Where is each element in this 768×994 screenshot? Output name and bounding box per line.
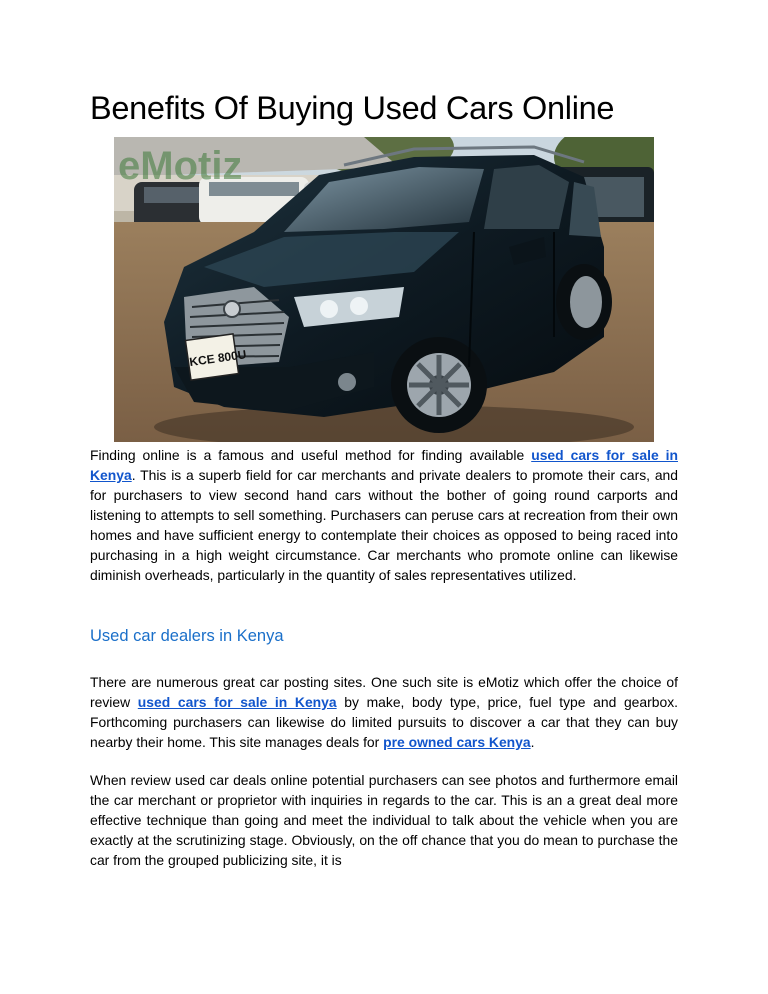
intro-paragraph (90, 445, 678, 585)
dealers-paragraph (90, 672, 678, 752)
license-plate: KCE 800U (188, 347, 248, 370)
paragraph-text: . This is a superb field for car merchants and private dealers to promote their cars, and for purchasers to view second hand cars without the bother of going round carports and listening to attempts to sell something. Purchasers can peruse cars at recreation from their own homes and have sufficient energy to contemplate their choices as opposed to being raced into purchasing in a high weight circumstance. Car merchants who promote online can likewise diminish overheads, particularly in the quantity of sales representatives utilized. (90, 467, 678, 583)
rear-wheel (556, 264, 612, 340)
paragraph-text: There are numerous great car posting sites. One such site is eMotiz which offer the choice of review (90, 674, 678, 710)
paragraph-text: Finding online is a famous and useful method for finding available (90, 447, 532, 463)
section-heading: Used car dealers in Kenya (90, 627, 284, 645)
car-photo (114, 137, 654, 442)
car-photo-illustration (114, 137, 654, 442)
used-cars-for-sale-link[interactable]: used cars for sale in Kenya (137, 694, 337, 710)
paragraph-text: . (530, 734, 535, 750)
used-cars-for-sale-link[interactable]: used cars for sale in Kenya (90, 447, 678, 483)
paragraph-text: by make, body type, price, fuel type and gearbox. Forthcoming purchasers can likewise do limited pursuits to discover a car that they can buy nearby their home. This site manages deals for (90, 694, 679, 750)
pre-owned-cars-link[interactable]: pre owned cars Kenya (383, 734, 531, 750)
emotiz-watermark-logo: eMotiz (118, 144, 243, 188)
page-title: Benefits Of Buying Used Cars Online (90, 90, 615, 126)
review-paragraph: When review used car deals online potential purchasers can see photos and furthermore email the car merchant or proprietor with inquiries in regards to the car. This is an a great deal more effective technique than going and meet the individual to talk about the vehicle when you are exactly at the scrutinizing stage. Obviously, on the off chance that you do mean to purchase the car from the grouped publicizing site, it is (90, 772, 678, 868)
front-wheel (391, 337, 487, 433)
